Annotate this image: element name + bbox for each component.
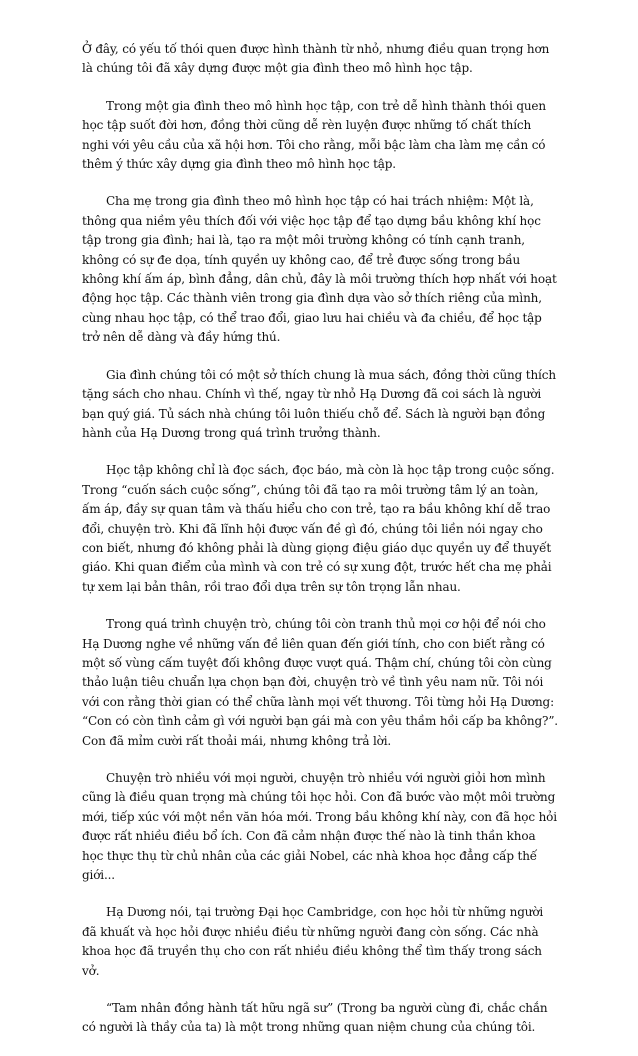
paragraph-4: Gia đình chúng tôi có một sở thích chung là mua sách, đồng thời cũng thích tặng sách cho nhau. Chính vì thế, ngay từ nhỏ Hạ Dương đã coi sách là người bạn quý giá. Tủ sách nhà chúng tôi luôn thiếu chỗ để. Sách là người bạn đồng hành của Hạ Dương trong quá trình trưởng thành. <box>82 367 556 440</box>
paragraph-6: Trong quá trình chuyện trò, chúng tôi còn tranh thủ mọi cơ hội để nói cho Hạ Dương nghe về những vấn đề liên quan đến giới tính, cho con biết rằng có một số vùng cấm tuyệt đối không được vượt quá. Thậm chí, chúng tôi còn cùng thảo luận tiêu chuẩn lựa chọn bạn đời, chuyện trò về tình yêu nam nữ. Tôi nói với con rằng thời gian có thể chữa lành mọi vết thương. Tôi từng hỏi Hạ Dương: “Con có còn tình cảm gì với người bạn gái mà con yêu thầm hồi cấp ba không?”. Con đã mỉm cười rất thoải mái, nhưng không trả lời. <box>82 617 558 748</box>
paragraph-5: Học tập không chỉ là đọc sách, đọc báo, mà còn là học tập trong cuộc sống. Trong “cuốn sách cuộc sống”, chúng tôi đã tạo ra môi trường tâm lý an toàn, ấm áp, đầy sự quan tâm và thấu hiểu cho con trẻ, tạo ra bầu không khí dễ trao đổi, chuyện trò. Khi đã lĩnh hội được vấn đề gì đó, chúng tôi liền nói ngay cho con biết, nhưng đó không phải là dùng giọng điệu giáo dục quyền uy để thuyết giáo. Khi quan điểm của mình và con trẻ có sự xung đột, trước hết cha mẹ phải tự xem lại bản thân, rồi trao đổi dựa trên sự tôn trọng lẫn nhau. <box>82 463 555 594</box>
document-page <box>82 40 560 1056</box>
paragraph-7: Chuyện trò nhiều với mọi người, chuyện trò nhiều với người giỏi hơn mình cũng là điều quan trọng mà chúng tôi học hỏi. Con đã bước vào một môi trường mới, tiếp xúc với một nền văn hóa mới. Trong bầu không khí này, con đã học hỏi được rất nhiều điều bổ ích. Con đã cảm nhận được thế nào là tinh thần khoa học thực thụ từ chủ nhân của các giải Nobel, các nhà khoa học đẳng cấp thế giới... <box>82 771 557 883</box>
paragraph-8: Hạ Dương nói, tại trường Đại học Cambridge, con học hỏi từ những người đã khuất và học hỏi được nhiều điều từ những người đang còn sống. Các nhà khoa học đã truyền thụ cho con rất nhiều điều không thể tìm thấy trong sách vở. <box>82 905 544 978</box>
paragraph-3: Cha mẹ trong gia đình theo mô hình học tập có hai trách nhiệm: Một là, thông qua niềm yêu thích đối với việc học tập để tạo dựng bầu không khí học tập trong gia đình; hai là, tạo ra một môi trường không có tính cạnh tranh, không có sự đe dọa, tính quyền uy không cao, để trẻ được sống trong bầu không khí ấm áp, bình đẳng, dân chủ, đây là môi trường thích hợp nhất với hoạt động học tập. Các thành viên trong gia đình dựa vào sở thích riêng của mình, cùng nhau học tập, có thể trao đổi, giao lưu hai chiều và đa chiều, để học tập trở nên dễ dàng và đầy hứng thú. <box>82 194 557 345</box>
paragraph-1: Ở đây, có yếu tố thói quen được hình thành từ nhỏ, nhưng điều quan trọng hơn là chúng tôi đã xây dựng được một gia đình theo mô hình học tập. <box>82 42 550 76</box>
paragraph-2: Trong một gia đình theo mô hình học tập, con trẻ dễ hình thành thói quen học tập suốt đời hơn, đồng thời cũng dễ rèn luyện được những tố chất thích nghi với yêu cầu của xã hội hơn. Tôi cho rằng, mỗi bậc làm cha làm mẹ cần có thêm ý thức xây dựng gia đình theo mô hình học tập. <box>82 98 546 172</box>
paragraph-9: “Tam nhân đồng hành tất hữu ngã sư” (Trong ba người cùng đi, chắc chắn có người là thầy của ta) là một trong những quan niệm chung của chúng tôi. <box>82 1001 548 1035</box>
